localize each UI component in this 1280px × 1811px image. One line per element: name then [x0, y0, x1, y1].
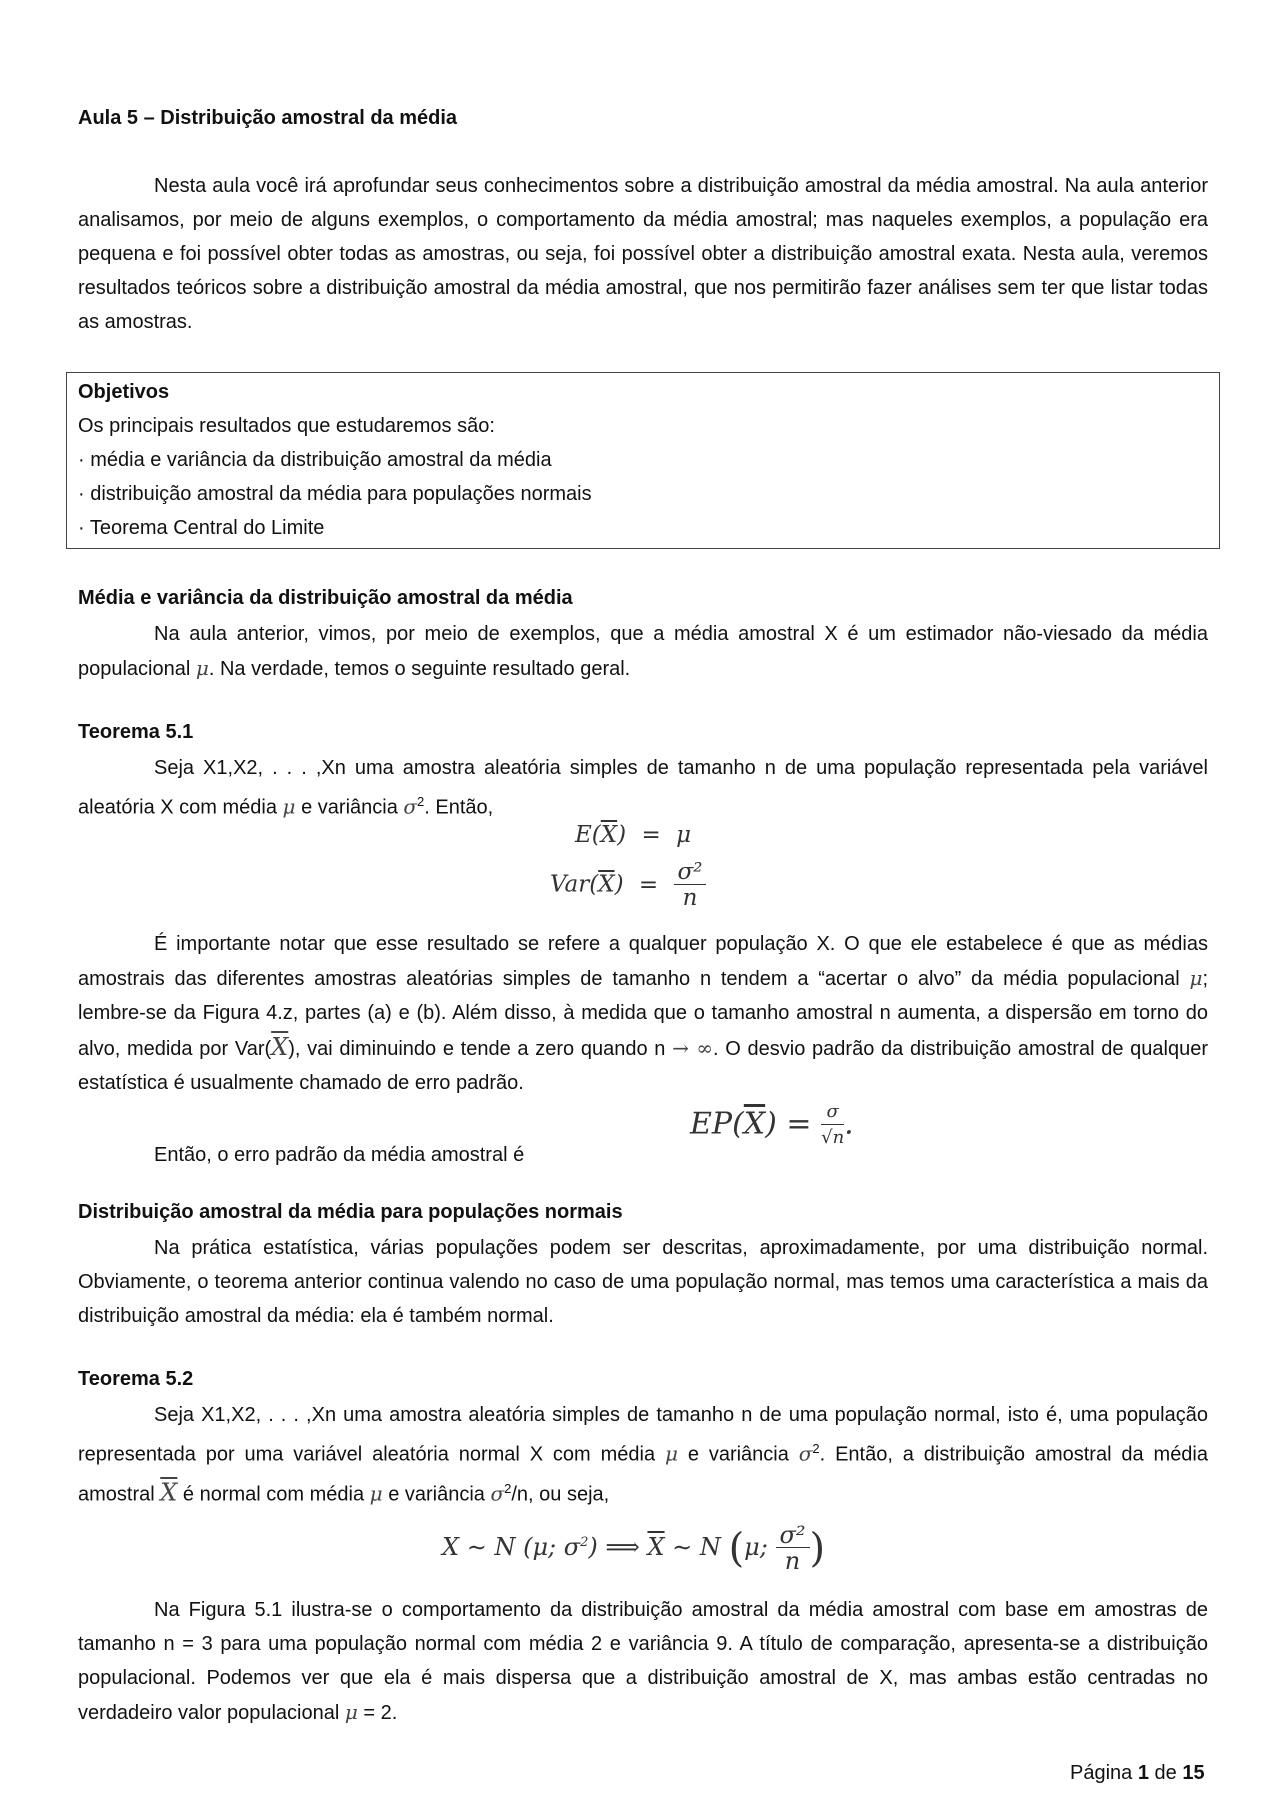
- equation-variance: $Var(\overline{X})$ = $\frac{\text{σ²}}{n}$: [550, 860, 706, 911]
- section-heading-mean-variance: Média e variância da distribuição amostral da média: [78, 587, 573, 609]
- objectives-box: [66, 372, 1220, 549]
- standard-error-text: Então, o erro padrão da média amostral é: [154, 1144, 525, 1166]
- objective-item: · média e variância da distribuição amostral da média: [78, 449, 552, 471]
- section1-paragraph: Na aula anterior, vimos, por meio de exemplos, que a média amostral X é um estimador não-viesado da média populacional μ. Na verdade, temos o seguinte resultado geral.: [78, 623, 1208, 680]
- mu-symbol: μ: [195, 656, 209, 680]
- page-title: Aula 5 – Distribuição amostral da média: [78, 107, 458, 129]
- theorem-5-2-heading: Teorema 5.2: [78, 1368, 194, 1390]
- equation-standard-error: $EP(\overline{X})$ = $\frac{\sigma}{√n}$ .: [690, 1101, 854, 1148]
- equation-expectation: $E(\overline{X}) = \mu$: [575, 822, 692, 848]
- theorem-5-1-text: Seja X1,X2, . . . ,Xn uma amostra aleatória simples de tamanho n de uma população representada pela variável aleatória X com média μ e variância $\sigma^2$. Então,: [78, 757, 1208, 819]
- theorem-5-1-heading: Teorema 5.1: [78, 721, 194, 743]
- section-heading-normal-populations: Distribuição amostral da média para populações normais: [78, 1201, 623, 1223]
- intro-paragraph: Nesta aula você irá aprofundar seus conhecimentos sobre a distribuição amostral da média amostral. Na aula anterior analisamos, por meio de alguns exemplos, o comportamento da média amostral; mas naqueles exemplos, a população era pequena e foi possível obter todas as amostras, ou seja, foi possível obter a distribuição amostral exata. Nesta aula, veremos resultados teóricos sobre a distribuição amostral da média amostral, que nos permitirão fazer análises sem ter que listar todas as amostras.: [78, 175, 1208, 333]
- objectives-heading: Objetivos: [78, 381, 170, 403]
- objectives-lead: Os principais resultados que estudaremos são:: [78, 415, 495, 437]
- equation-normal-sampling: X ∼ N (μ; $\sigma^2$) ⟹ $\overline{X}$ ∼ N (μ; $\frac{\text{σ²}}{n}$ ): [442, 1521, 826, 1575]
- section2-paragraph: Na prática estatística, várias populações podem ser descritas, aproximadamente, por uma distribuição normal. Obviamente, o teorema anterior continua valendo no caso de uma população normal, mas temos uma característica a mais da distribuição amostral da média: ela é também normal.: [78, 1237, 1208, 1327]
- remark-paragraph: É importante notar que esse resultado se refere a qualquer população X. O que ele estabelece é que as médias amostrais das diferentes amostras aleatórias simples de tamanho n tendem a “acertar o alvo” da média populacional μ; lembre-se da Figura 4.z, partes (a) e (b). Além disso, à medida que o tamanho amostral n aumenta, a dispersão em torno do alvo, medida por $Var(\overline{X})$, vai diminuindo e tende a zero quando n → ∞. O desvio padrão da distribuição amostral de qualquer estatística é usualmente chamado de erro padrão.: [78, 933, 1209, 1094]
- theorem-5-2-text: Seja X1,X2, . . . ,Xn uma amostra aleatória simples de tamanho n de uma população normal, isto é, uma população representada por uma variável aleatória normal X com média μ e variância $\sigma^2$. Então, a distribuição amostral da média amostral $\overline{X}$ é normal com média μ e variância $\sigma^2/n$, ou seja,: [78, 1404, 1209, 1507]
- closing-paragraph: Na Figura 5.1 ilustra-se o comportamento da distribuição amostral da média amostral com base em amostras de tamanho n = 3 para uma população normal com média 2 e variância 9. A título de comparação, apresenta-se a distribuição populacional. Podemos ver que ela é mais dispersa que a distribuição amostral de X, mas ambas estão centradas no verdadeiro valor populacional μ = 2.: [78, 1599, 1208, 1724]
- page-number: Página 1 de 15: [1070, 1762, 1205, 1784]
- objective-item: · Teorema Central do Limite: [78, 517, 325, 539]
- objective-item: · distribuição amostral da média para populações normais: [78, 483, 592, 505]
